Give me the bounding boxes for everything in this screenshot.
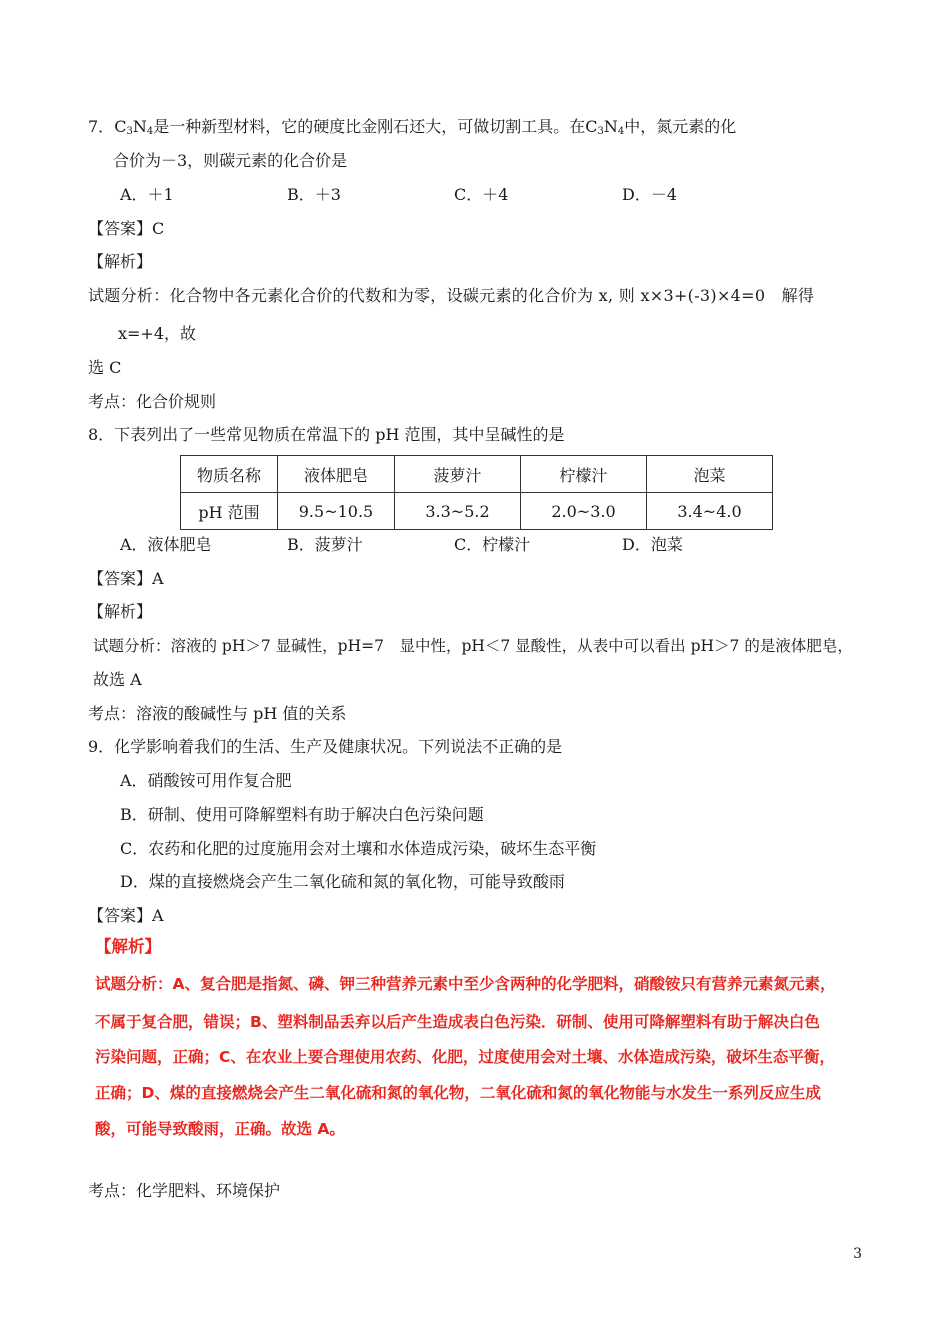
q8-analysis-line1: 试题分析：溶液的 pH＞7 显碱性，pH=7 显中性，pH＜7 显酸性，从表中可以看出 pH＞7 的是液体肥皂， [93, 637, 853, 655]
formula-c-sub: 3 [126, 126, 133, 137]
page-number: 3 [853, 1246, 862, 1262]
q8-point: 考点：溶液的酸碱性与 pH 值的关系 [88, 704, 347, 723]
q8-option-c: C．柠檬汁 [454, 535, 531, 554]
table-cell: 泡菜 [647, 456, 773, 493]
q7-number: 7． [88, 117, 115, 136]
q7-answer: 【答案】C [88, 219, 165, 238]
q7-point: 考点：化合价规则 [88, 392, 217, 411]
q9-analysis-line: 正确；D、煤的直接燃烧会产生二氧化硫和氮的氧化物，二氧化硫和氮的氧化物能与水发生一系列反应生成 [95, 1084, 821, 1102]
q9-point: 考点：化学肥料、环境保护 [88, 1181, 281, 1200]
q9-option-a: A．硝酸铵可用作复合肥 [120, 771, 292, 790]
formula-n-2: N [603, 117, 618, 136]
q8-analysis-line2: 故选 A [93, 670, 142, 689]
q8-option-a: A．液体肥皂 [120, 535, 212, 554]
table-cell: pH 范围 [181, 493, 278, 530]
q7-analysis-line3: 选 C [88, 358, 122, 377]
table-cell: 液体肥皂 [278, 456, 395, 493]
q9-analysis-line: 不属于复合肥，错误；B、塑料制品丢弃以后产生造成表白色污染．研制、使用可降解塑料有助于解决白色 [95, 1013, 820, 1031]
q7-option-a: A．＋1 [120, 185, 174, 204]
table-cell: 菠萝汁 [395, 456, 521, 493]
q9-analysis-line: 试题分析：A、复合肥是指氮、磷、钾三种营养元素中至少含两种的化学肥料，硝酸铵只有营养元素氮元素， [95, 975, 836, 993]
q7-analysis-line2: x=+4，故 [118, 324, 197, 343]
formula-c-2: C [585, 117, 598, 136]
q8-analysis-title: 【解析】 [88, 602, 153, 621]
formula-n-sub: 4 [146, 126, 154, 137]
q9-answer: 【答案】A [88, 906, 164, 925]
q7-option-b: B．＋3 [287, 185, 341, 204]
formula-n-sub-2: 4 [617, 126, 625, 137]
table-header-row [181, 456, 773, 493]
q9-option-b: B．研制、使用可降解塑料有助于解决白色污染问题 [120, 805, 484, 824]
q7-option-d: D．－4 [622, 185, 678, 204]
q9-analysis-line: 污染问题，正确；C、在农业上要合理使用农药、化肥，过度使用会对土壤、水体造成污染，破坏生态平衡， [95, 1048, 835, 1066]
table-cell: 2.0~3.0 [521, 493, 647, 530]
formula-c: C [114, 117, 127, 136]
q7-stem-line1 [88, 117, 736, 137]
table-row [181, 493, 773, 530]
table-cell: 3.3~5.2 [395, 493, 521, 530]
q8-answer: 【答案】A [88, 569, 164, 588]
q7-analysis-title: 【解析】 [88, 252, 153, 271]
q7-option-c: C．＋4 [454, 185, 509, 204]
q9-analysis-line: 酸，可能导致酸雨，正确。故选 A。 [95, 1120, 345, 1138]
q9-option-d: D．煤的直接燃烧会产生二氧化硫和氮的氧化物，可能导致酸雨 [120, 872, 565, 891]
q8-option-d: D．泡菜 [622, 535, 683, 554]
q9-analysis-title: 【解析】 [95, 937, 161, 956]
q7-stem-text1: 是一种新型材料，它的硬度比金刚石还大，可做切割工具。在 [153, 117, 586, 136]
q9-option-c: C．农药和化肥的过度施用会对土壤和水体造成污染，破坏生态平衡 [120, 839, 597, 858]
q8-stem: 8．下表列出了一些常见物质在常温下的 pH 范围，其中呈碱性的是 [88, 425, 565, 444]
formula-n: N [132, 117, 147, 136]
q7-analysis-line1: 试题分析：化合物中各元素化合价的代数和为零，设碳元素的化合价为 x, 则 x×3+(-3)×4=0 解得 [88, 286, 815, 305]
ph-table [180, 455, 773, 530]
q7-stem-text1b: 中，氮元素的化 [624, 117, 737, 136]
table-cell: 9.5~10.5 [278, 493, 395, 530]
q8-option-b: B．菠萝汁 [287, 535, 363, 554]
table-cell: 柠檬汁 [521, 456, 647, 493]
table-cell: 3.4~4.0 [647, 493, 773, 530]
q7-stem-line2: 合价为－3，则碳元素的化合价是 [113, 151, 348, 170]
formula-c-sub-2: 3 [597, 126, 604, 137]
q9-stem: 9．化学影响着我们的生活、生产及健康状况。下列说法不正确的是 [88, 737, 563, 756]
table-cell: 物质名称 [181, 456, 278, 493]
